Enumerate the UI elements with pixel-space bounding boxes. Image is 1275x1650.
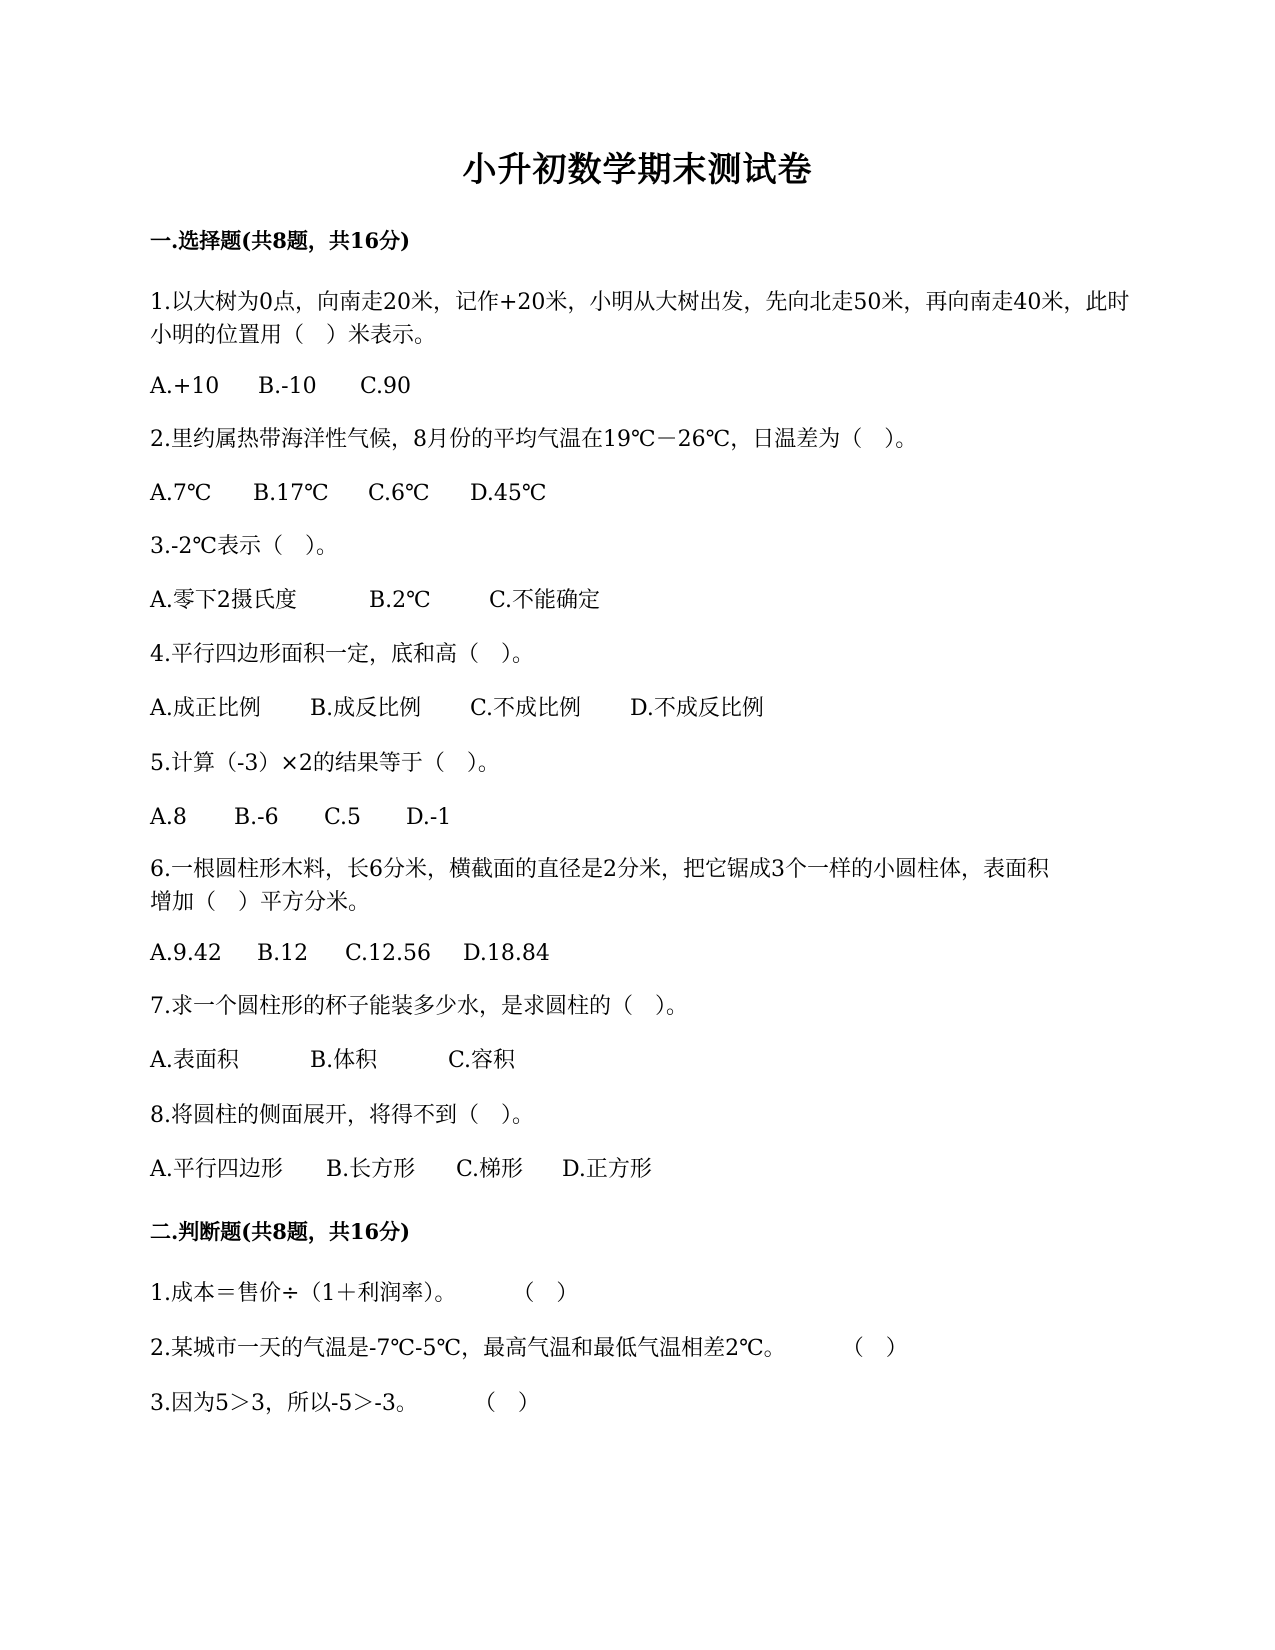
option: A.平行四边形 bbox=[150, 1157, 283, 1182]
option: D.-1 bbox=[406, 805, 452, 830]
question-options bbox=[150, 584, 600, 617]
option: D.不成反比例 bbox=[630, 696, 764, 721]
option: B.12 bbox=[257, 941, 309, 966]
question-options bbox=[150, 1153, 652, 1186]
question-options bbox=[150, 692, 764, 725]
option: A.+10 bbox=[150, 374, 220, 399]
option: B.-6 bbox=[234, 805, 279, 830]
question-text: 7.求一个圆柱形的杯子能装多少水，是求圆柱的（ ）。 bbox=[150, 994, 688, 1019]
option: A.7℃ bbox=[150, 481, 212, 506]
option: B.成反比例 bbox=[310, 696, 422, 721]
judgment-question bbox=[150, 1277, 578, 1310]
question-options bbox=[150, 1044, 515, 1077]
answer-blank: （ ） bbox=[841, 1336, 908, 1361]
question-options bbox=[150, 937, 550, 970]
page-title: 小升初数学期末测试卷 bbox=[462, 150, 813, 190]
option: B.2℃ bbox=[369, 588, 431, 613]
question-text: 3.-2℃表示（ ）。 bbox=[150, 534, 339, 559]
question-text: 4.平行四边形面积一定，底和高（ ）。 bbox=[150, 642, 534, 667]
option: C.90 bbox=[360, 374, 412, 399]
option: A.零下2摄氏度 bbox=[150, 588, 297, 613]
answer-blank: （ ） bbox=[512, 1281, 579, 1306]
question-text: 2.里约属热带海洋性气候，8月份的平均气温在19℃－26℃，日温差为（ ）。 bbox=[150, 427, 918, 452]
question-text: 1.以大树为0点，向南走20米，记作+20米，小明从大树出发，先向北走50米，再向南走40米，此时小明的位置用（ ）米表示。 bbox=[150, 290, 1130, 348]
option: D.正方形 bbox=[562, 1157, 652, 1182]
option: B.-10 bbox=[258, 374, 317, 399]
option: D.45℃ bbox=[470, 481, 547, 506]
option: A.8 bbox=[150, 805, 187, 830]
option: B.长方形 bbox=[326, 1157, 416, 1182]
question-text: 5.计算（-3）×2的结果等于（ ）。 bbox=[150, 751, 500, 776]
question-text: 3.因为5＞3，所以-5＞-3。 bbox=[150, 1391, 418, 1416]
option: A.9.42 bbox=[150, 941, 222, 966]
question-options bbox=[150, 370, 411, 403]
option: B.17℃ bbox=[253, 481, 329, 506]
option: B.体积 bbox=[310, 1048, 378, 1073]
option: C.12.56 bbox=[345, 941, 432, 966]
question-text: 8.将圆柱的侧面展开，将得不到（ ）。 bbox=[150, 1103, 534, 1128]
answer-blank: （ ） bbox=[473, 1391, 540, 1416]
section-heading-true-false: 二.判断题(共8题，共16分) bbox=[150, 1219, 411, 1244]
option: C.梯形 bbox=[456, 1157, 524, 1182]
option: D.18.84 bbox=[463, 941, 550, 966]
question-options bbox=[150, 801, 451, 834]
option: C.不能确定 bbox=[489, 588, 601, 613]
judgment-question bbox=[150, 1332, 908, 1365]
option: C.6℃ bbox=[368, 481, 430, 506]
question-text: 1.成本＝售价÷（1＋利润率）。 bbox=[150, 1281, 457, 1306]
option: C.5 bbox=[324, 805, 362, 830]
option: A.表面积 bbox=[150, 1048, 239, 1073]
option: A.成正比例 bbox=[150, 696, 261, 721]
section-heading-choice: 一.选择题(共8题，共16分) bbox=[150, 228, 411, 253]
option: C.容积 bbox=[448, 1048, 516, 1073]
question-options bbox=[150, 477, 546, 510]
question-text: 6.一根圆柱形木料，长6分米，横截面的直径是2分米，把它锯成3个一样的小圆柱体，表面积增加（ ）平方分米。 bbox=[150, 857, 1049, 915]
judgment-question bbox=[150, 1387, 540, 1420]
question-text: 2.某城市一天的气温是-7℃-5℃，最高气温和最低气温相差2℃。 bbox=[150, 1336, 786, 1361]
option: C.不成比例 bbox=[470, 696, 582, 721]
